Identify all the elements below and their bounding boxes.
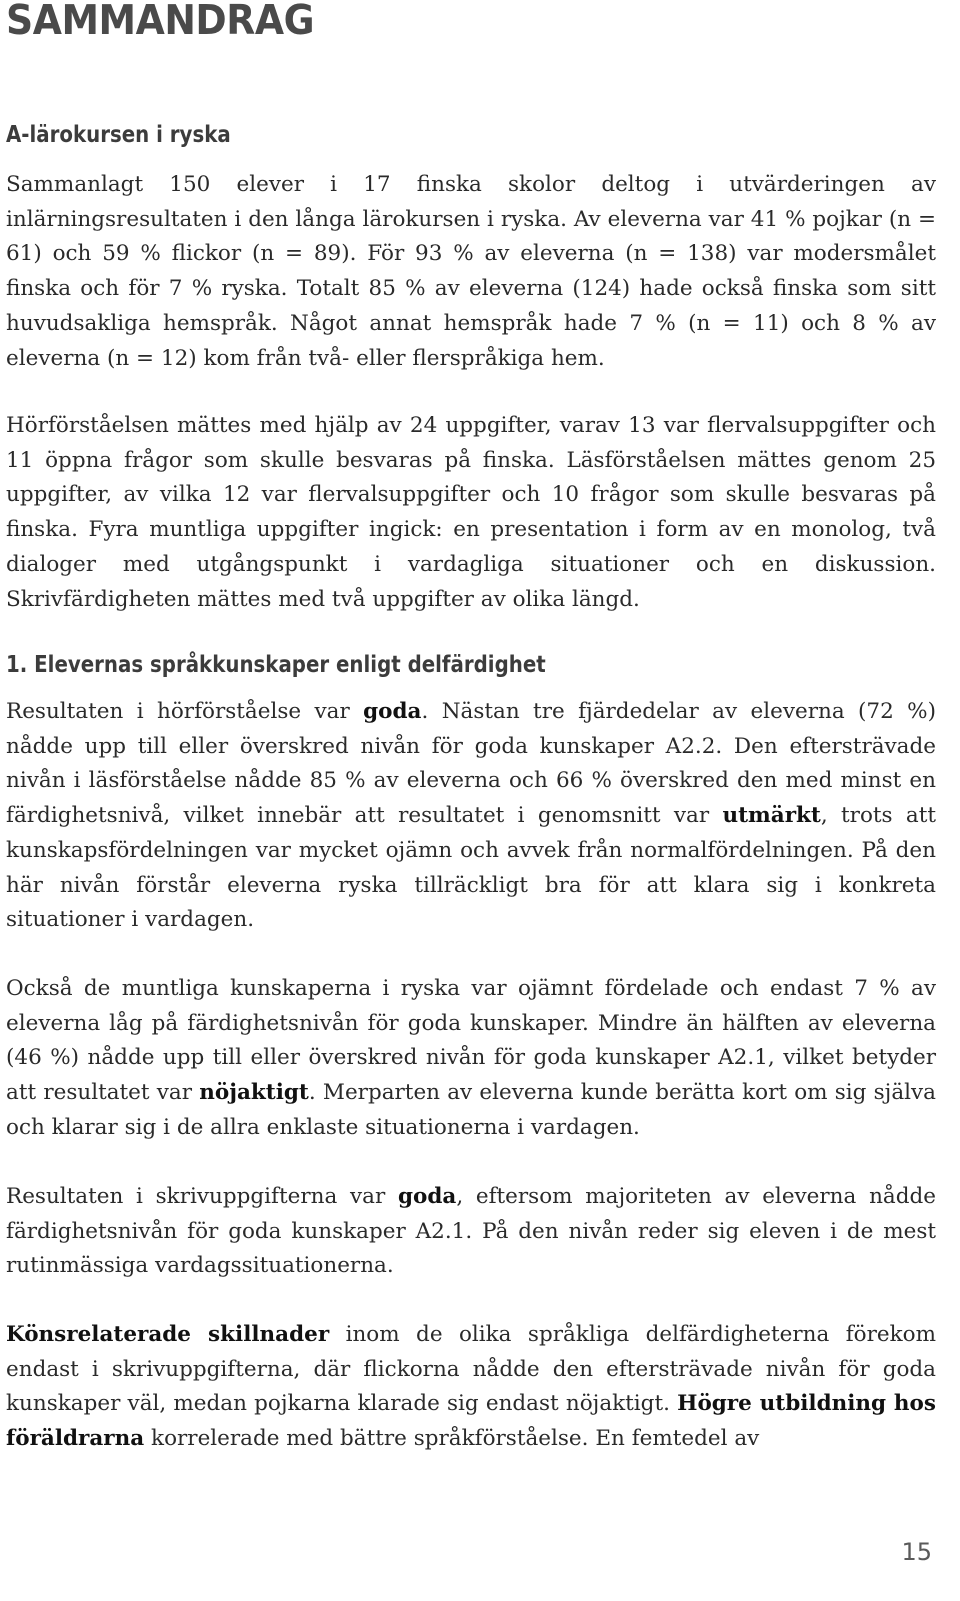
paragraph-writing [6, 1180, 936, 1284]
body-text: Sammanlagt 150 elever i 17 finska skolor deltog i utvärderingen av inlärningsresultaten i den långa lärokursen i ryska. Av eleverna var 41 % pojkar (n = 61) och 59 % flickor (n = 89). För 93 % av eleverna (n = 138) var modersmålet finska och för 7 % ryska. Totalt 85 % av eleverna (124) hade också finska som sitt huvudsakliga hemspråk. Något annat hemspråk hade 7 % (n = 11) och 8 % av eleverna (n = 12) kom från två- eller flerspråkiga hem. [6, 172, 936, 371]
body-text: inom de olika språkliga delfärdigheterna förekom endast i skrivuppgifterna, där flickorna nådde den eftersträvade nivån för goda kunskaper väl, medan pojkarna klarade sig endast nöjaktigt. [6, 1322, 936, 1417]
body-text: korrelerade med bättre språkförståelse. En femtedel av [144, 1426, 760, 1452]
section-heading-a-larokursen: A-lärokursen i ryska [6, 122, 231, 148]
page-number: 15 [901, 1538, 932, 1566]
body-text: . Merparten av eleverna kunde berätta kort om sig själva och klarar sig i de allra enklaste situationerna i vardagen. [6, 1080, 936, 1140]
body-text: , trots att kunskapsfördelningen var mycket ojämn och avvek från normalfördelningen. På den här nivån förstår eleverna ryska tillräckligt bra för att klara sig i konkreta situationer i vardagen. [6, 803, 936, 933]
body-text: Resultaten i skrivuppgifterna var [6, 1184, 398, 1209]
emphasis-text: nöjaktigt [199, 1080, 309, 1106]
paragraph-participants [6, 168, 936, 376]
page-title: SAMMANDRAG [6, 0, 315, 44]
paragraph-listening-reading [6, 695, 936, 938]
body-text: Resultaten i hörförståelse var [6, 699, 364, 724]
emphasis-text: utmärkt [722, 803, 821, 829]
emphasis-text: goda [397, 1184, 457, 1209]
paragraph-gender-differences [6, 1318, 936, 1457]
paragraph-test-design [6, 409, 936, 617]
paragraph-oral-skills [6, 972, 936, 1146]
emphasis-text: Könsrelaterade skillnader [6, 1322, 330, 1347]
body-text: . Nästan tre fjärdedelar av eleverna (72 %) nådde upp till eller överskred nivån för goda kunskaper A2.2. Den eftersträvade nivån i läsförståelse nådde 85 % av eleverna och 66 % överskred den med minst en färdighetsnivå, vilket innebär att resultatet i genomsnitt var [6, 699, 936, 829]
emphasis-text: goda [363, 699, 422, 724]
emphasis-text: Högre utbildning hos föräldrarna [6, 1391, 937, 1452]
body-text: Hörförståelsen mättes med hjälp av 24 uppgifter, varav 13 var flervalsuppgifter och 11 öppna frågor som skulle besvaras på finska. Läsförståelsen mättes genom 25 uppgifter, av vilka 12 var flervalsuppgifter och 10 frågor som skulle besvaras på finska. Fyra muntliga uppgifter ingick: en presentation i form av en monolog, två dialoger med utgångspunkt i vardagliga situationer och en diskussion. Skrivfärdigheten mättes med två uppgifter av olika längd. [6, 413, 936, 612]
body-text: Också de muntliga kunskaperna i ryska var ojämnt fördelade och endast 7 % av eleverna låg på färdighetsnivån för goda kunskaper. Mindre än hälften av eleverna (46 %) nådde upp till eller överskred nivån för goda kunskaper A2.1, vilket betyder att resultatet var [6, 976, 936, 1106]
body-text: , eftersom majoriteten av eleverna nådde färdighetsnivån för goda kunskaper A2.1. På den nivån reder sig eleven i de mest rutinmässiga vardagssituationerna. [6, 1184, 936, 1279]
section-heading-elevernas-sprakkunskaper: 1. Elevernas språkkunskaper enligt delfärdighet [6, 652, 546, 678]
